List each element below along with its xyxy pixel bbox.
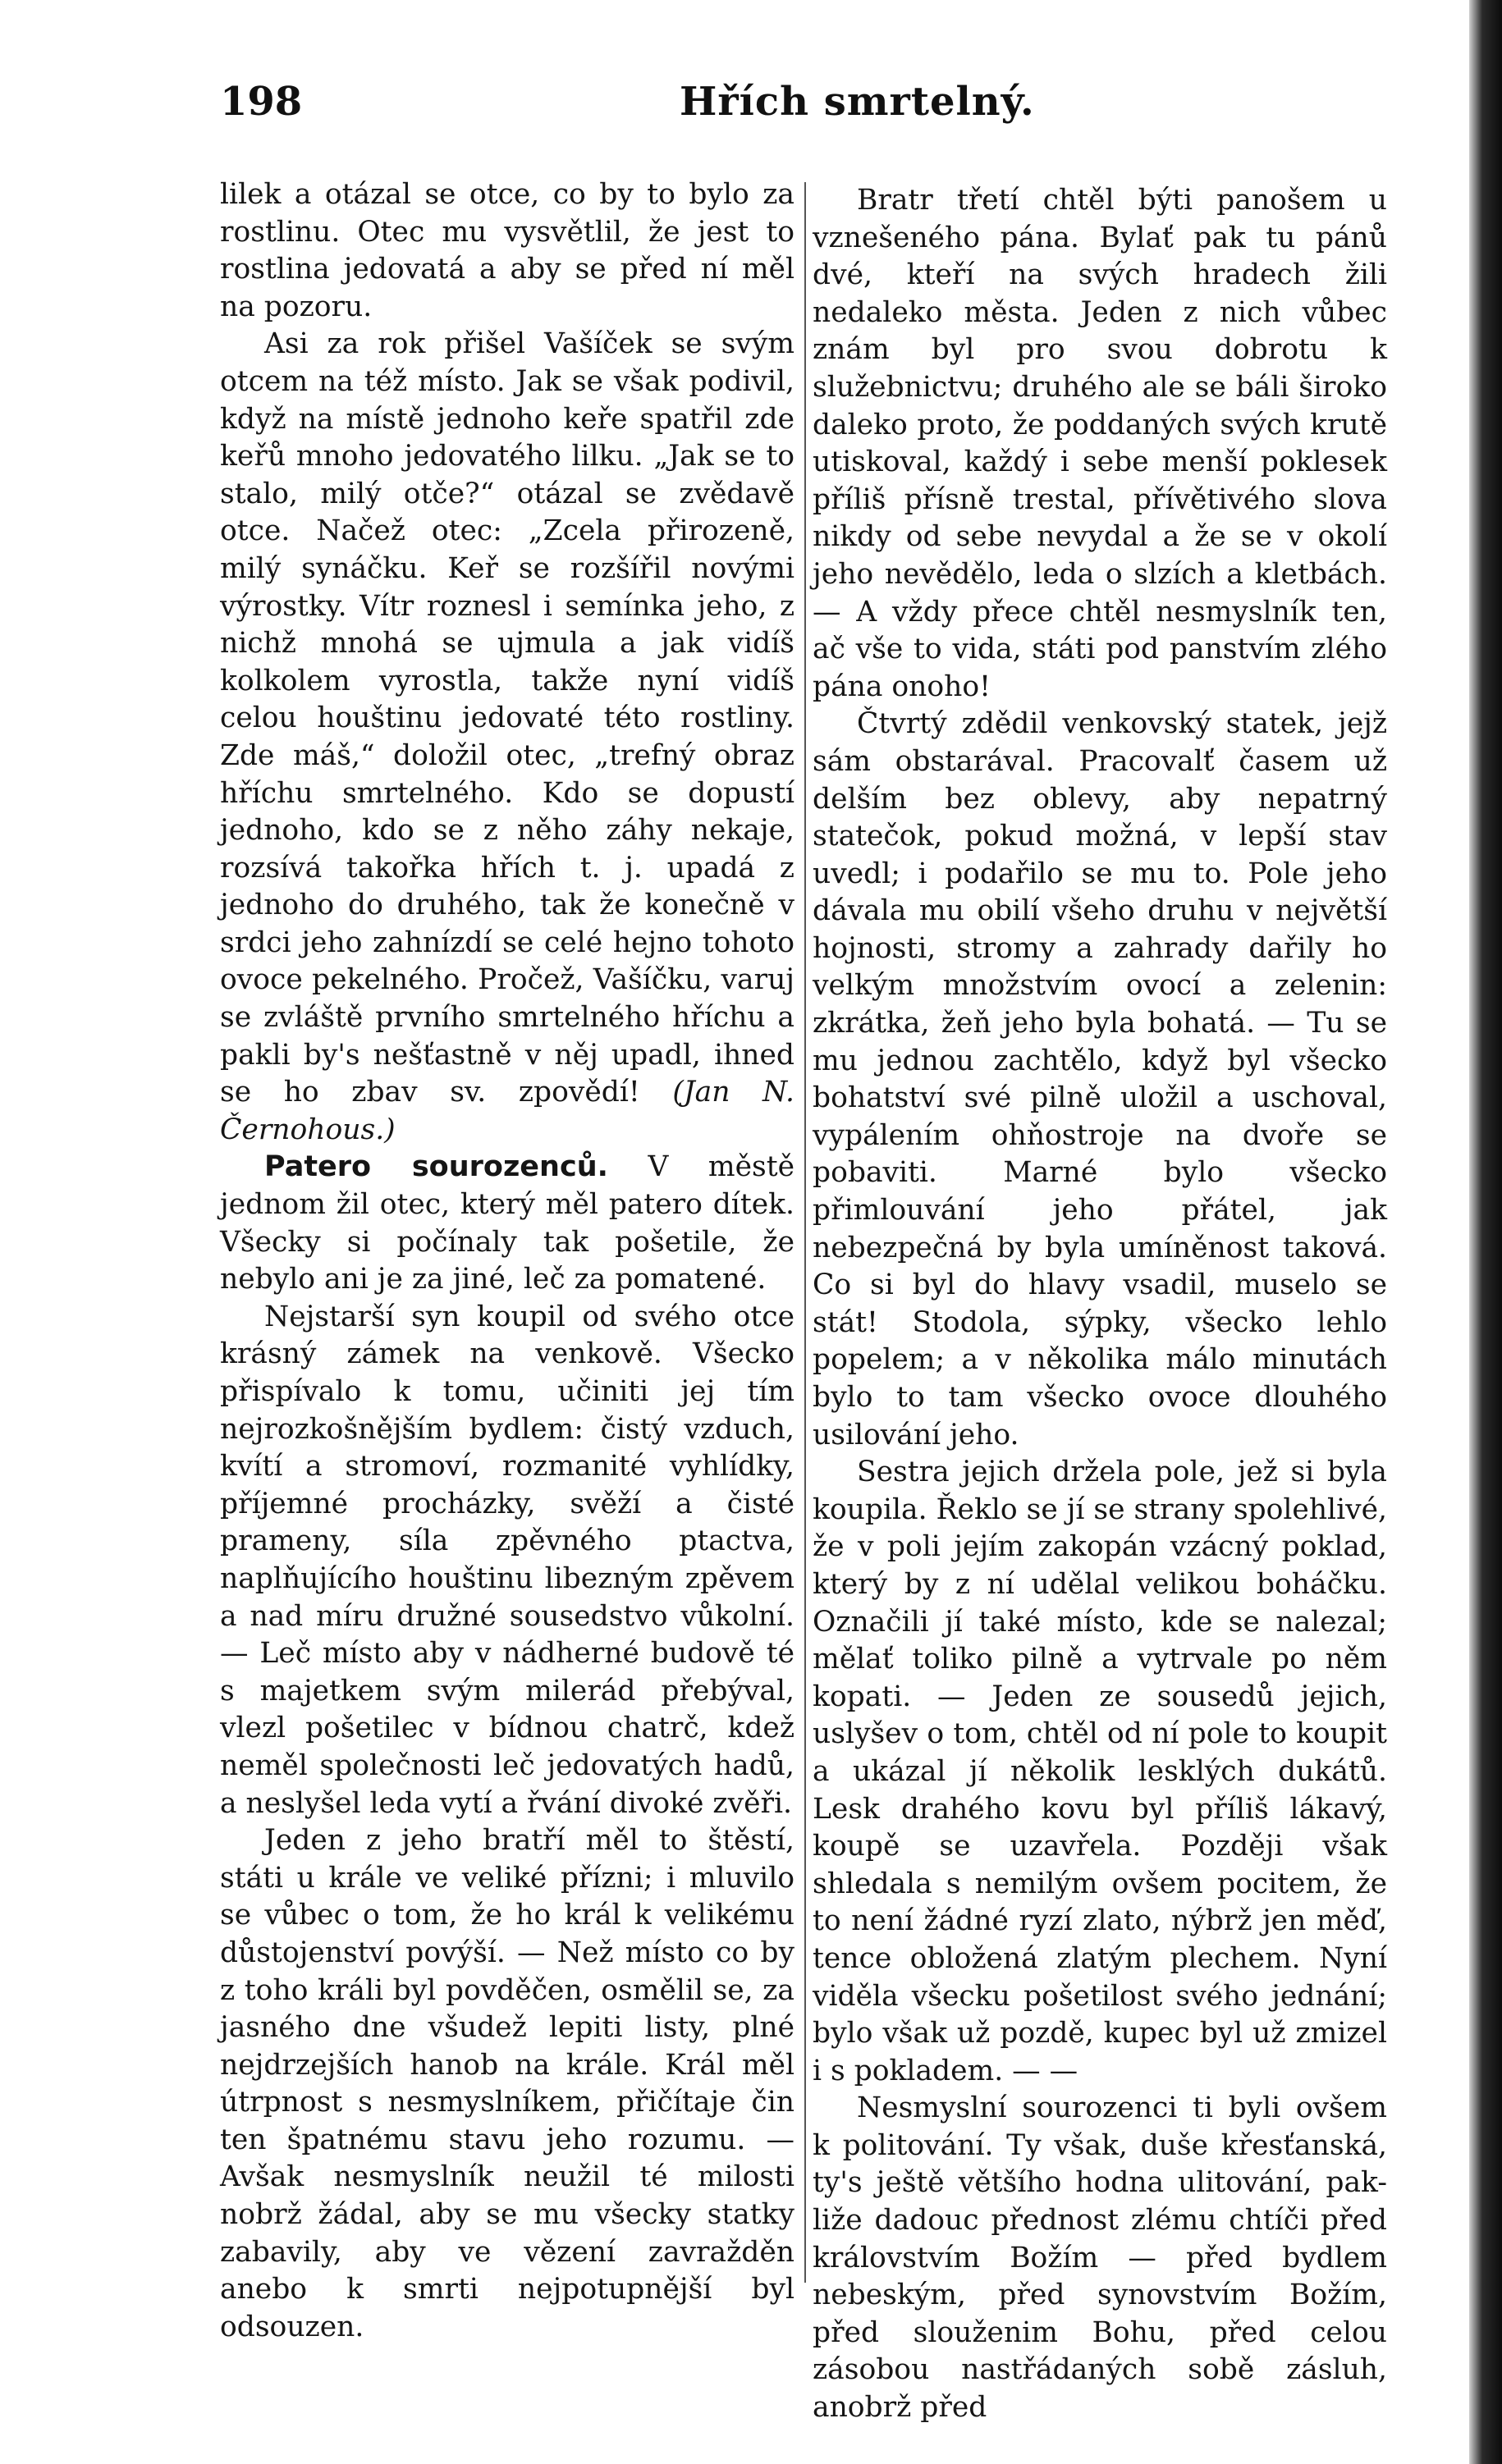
paragraph bbox=[220, 326, 795, 1149]
paragraph: Nejstarší syn koupil od svého otce krásný zámek na venkově. Všecko přispívalo k tomu, učiniti jej tím nejrozkošnějším bydlem: čistý vzduch, kvítí a stromoví, rozmanité vyhlídky, příjemné procházky, svěží a čisté prameny, síla zpěvného ptactva, naplňujícího houštinu libezným zpěvem a nad míru družné sousedstvo vůkolní. — Leč místo aby v nádherné budově té s majetkem svým milerád přebýval, vlezl pošetilec v bídnou chatrč, kdež neměl společnosti leč jedovatých hadů, a neslyšel leda vytí a řvání divoké zvěři. bbox=[220, 1300, 795, 1820]
paragraph bbox=[220, 1149, 795, 1298]
running-title: Hřích smrtelný. bbox=[680, 79, 1035, 125]
right-column bbox=[813, 182, 1387, 2427]
paragraph: Bratr třetí chtěl býti panošem u vznešeného pána. Bylať pak tu pánů dvé, kteří na svých hradech žili nedaleko města. Jeden z nich vůbec znám byl pro svou dobrotu k služebnictvu; druhého ale se báli široko daleko proto, že poddaných svých krutě utiskoval, každý i sebe menší poklesek příliš přísně trestal, přívětivého slova nikdy od sebe nevydal a že se v okolí jeho nevědělo, leda o slzích a kletbách. — A vždy přece chtěl nesmyslník ten, ač vše to vida, státi pod panstvím zlého pána onoho! bbox=[813, 184, 1387, 703]
page-number: 198 bbox=[220, 79, 303, 125]
section-heading: Patero sourozenců. bbox=[264, 1150, 608, 1184]
paragraph: lilek a otázal se otce, co by to bylo za rostlinu. Otec mu vysvětlil, že jest to rostlina jedovatá a aby se před ní měl na pozoru. bbox=[220, 178, 795, 323]
running-head bbox=[220, 79, 1402, 136]
paragraph: Nesmyslní sourozenci ti byli ovšem k politování. Ty však, duše křesťanská, ty's ještě většího hodna ulitování, pak-liže dadouc přednost zlému chtíči před královstvím Božím — před bydlem nebeským, před synovstvím Božím, před slouženim Bohu, před celou zásobou nastřádaných sobě zásluh, anobrž před bbox=[813, 2091, 1387, 2425]
paragraph-text: Asi za rok přišel Vašíček se svým otcem na též místo. Jak se však podivil, když na místě jednoho keře spatřil zde keřů mnoho jedovatého lilku. „Jak se to stalo, milý otče?“ otázal se zvědavě otce. Načež otec: „Zcela přirozeně, milý synáčku. Keř se rozšířil novými výrostky. Vítr roznesl i semínka jeho, z nichž mnohá se ujmula a jak vidíš kolkolem vyrostla, takže nyní vidíš celou houštinu jedovaté této rostliny. Zde máš,“ doložil otec, „trefný obraz hříchu smrtelného. Kdo se dopustí jednoho, kdo se z něho záhy nekaje, rozsívá takořka hřích t. j. upadá z jednoho do druhého, tak že konečně v srdci jeho zahnízdí se celé hejno tohoto ovoce pekelného. Pročež, Vašíčku, varuj se zvláště prvního smrtelného hříchu a pakli by's nešťastně v něj upadl, ihned se ho zbav sv. zpovědí! bbox=[220, 327, 795, 1109]
source-citation: (Jan N. Černohous.) bbox=[220, 1076, 795, 1146]
page-edge-shadow bbox=[1469, 0, 1502, 2464]
paragraph: Čtvrtý zdědil venkovský statek, jejž sám obstarával. Pracovalť časem už delším bez oblevy, aby nepatrný statečok, pokud možná, v lepší stav uvedl; i podařilo se mu to. Pole jeho dávala mu obilí všeho druhu v největší hojnosti, stromy a zahrady dařily ho velkým množstvím ovocí a zelenin: zkrátka, žeň jeho byla bohatá. — Tu se mu jednou zachtělo, když byl všecko bohatství své pilně uložil a uschoval, vypálením ohňostroje na dvoře se pobaviti. Marné bylo všecko přimlouvání jeho přátel, jak nebezpečná by byla umíněnost taková. Co si byl do hlavy vsadil, muselo se stát! Stodola, sýpky, všecko lehlo popelem; a v několika málo minutách bylo to tam všecko ovoce dlouhého usilování jeho. bbox=[813, 707, 1387, 1451]
paragraph: Jeden z jeho bratří měl to štěstí, státi u krále ve veliké přízni; i mluvilo se vůbec o tom, že ho král k velikému důstojenství povýší. — Než místo co by z toho králi byl povděčen, osmělil se, za jasného dne všudež lepiti listy, plné nejdrzejších hanob na krále. Král měl útrpnost s nesmyslníkem, přičítaje čin ten špatnému stavu jeho rozumu. — Avšak nesmyslník neužil té milosti nobrž žádal, aby se mu všecky statky zabavily, aby ve vězení zavražděn anebo k smrti nejpotupnější byl odsouzen. bbox=[220, 1824, 795, 2343]
column-divider bbox=[804, 182, 806, 2283]
paragraph-text: V městě jednom žil otec, který měl patero dítek. Všecky si počínaly tak pošetile, že nebylo ani je za jiné, leč za pomatené. bbox=[220, 1150, 795, 1296]
paragraph: Sestra jejich držela pole, jež si byla koupila. Řeklo se jí se strany spolehlivé, že v poli jejím zakopán vzácný poklad, který by z ní udělal velikou boháčku. Označili jí také místo, kde se nalezal; mělať toliko pilně a vytrvale po něm kopati. — Jeden ze sousedů jejich, uslyšev o tom, chtěl od ní pole to koupit a ukázal jí několik lesklých dukátů. Lesk drahého kovu byl příliš lákavý, koupě se uzavřela. Později však shledala s nemilým ovšem pocitem, že to není žádné ryzí zlato, nýbrž jen měď, tence obložená zlatým plechem. Nyní viděla všecku pošetilost svého jednání; bylo však už pozdě, kupec byl už zmizel i s pokladem. — — bbox=[813, 1456, 1387, 2087]
left-column bbox=[220, 176, 795, 2346]
